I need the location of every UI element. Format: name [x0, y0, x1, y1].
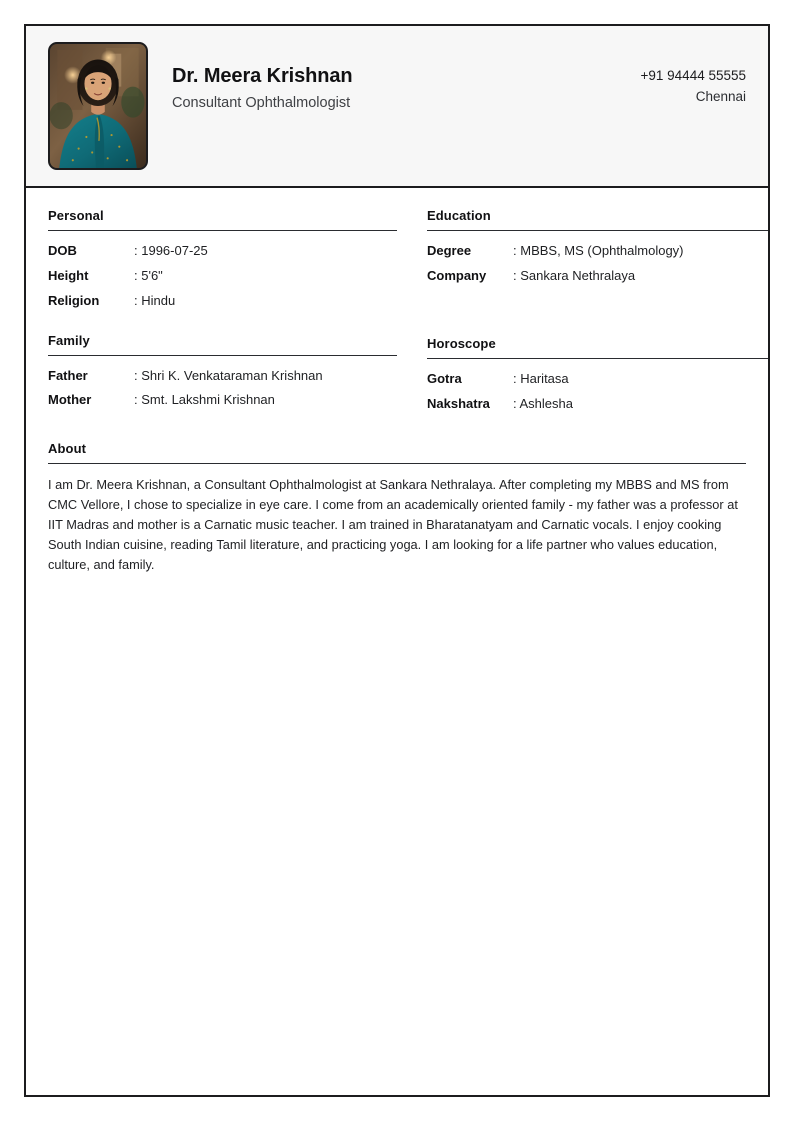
- right-column: [427, 208, 770, 419]
- section-heading-about: About: [48, 441, 87, 457]
- section-heading-education: Education: [427, 208, 491, 223]
- family-rows: [48, 356, 397, 417]
- section-family: [48, 333, 397, 417]
- section-heading-family: Family: [48, 332, 90, 348]
- section-about: [48, 419, 746, 575]
- person-title: Consultant Ophthalmologist: [172, 95, 351, 111]
- horoscope-rows: [427, 359, 770, 420]
- section-education: [427, 208, 770, 292]
- identity-block: [148, 42, 641, 113]
- left-column: [48, 208, 397, 419]
- biodata-card: [24, 24, 770, 1097]
- education-rows: [427, 231, 770, 292]
- contact-block: [641, 42, 746, 108]
- table-row: [427, 242, 770, 267]
- row-label: Degree: [427, 243, 472, 258]
- section-spacer: [427, 292, 770, 336]
- phone-number: +91 94444 55555: [640, 68, 746, 83]
- row-value: : MBBS, MS (Ophthalmology): [513, 242, 770, 261]
- row-value: : Sankara Nethralaya: [513, 267, 770, 286]
- row-value: : 5'6": [134, 267, 397, 286]
- table-row: [427, 267, 770, 292]
- table-row: [427, 370, 770, 395]
- table-row: [48, 367, 397, 392]
- row-value: : Smt. Lakshmi Krishnan: [134, 391, 397, 410]
- table-row: [48, 391, 397, 416]
- row-value: : Shri K. Venkataraman Krishnan: [134, 367, 397, 386]
- row-label: Company: [427, 267, 487, 283]
- row-label: Religion: [48, 292, 100, 308]
- about-text: I am Dr. Meera Krishnan, a Consultant Ophthalmologist at Sankara Nethralaya. After completing my MBBS and MS from CMC Vellore, I chose to specialize in eye care. I come from an academically oriented family - my father was a professor at IIT Madras and mother is a Carnatic music teacher. I am trained in Bharatanatyam and Carnatic vocals. I enjoy cooking South Indian cuisine, reading Tamil literature, and practicing yoga. I am looking for a life partner who values education, culture, and family.: [48, 477, 738, 573]
- city-name: Chennai: [695, 88, 746, 104]
- section-personal: [48, 208, 397, 317]
- table-row: [48, 267, 397, 292]
- profile-photo: [48, 42, 148, 170]
- portrait-image: [50, 44, 146, 168]
- biodata-body: [26, 188, 768, 1095]
- table-row: [48, 292, 397, 317]
- section-heading-personal: Personal: [48, 208, 104, 223]
- row-label: Height: [48, 267, 89, 283]
- row-label: Gotra: [427, 370, 462, 386]
- section-heading-horoscope: Horoscope: [427, 335, 496, 351]
- row-label: Nakshatra: [427, 395, 490, 411]
- row-label: DOB: [48, 243, 77, 258]
- section-spacer: [48, 317, 397, 333]
- profile-header: [26, 26, 768, 188]
- row-value: : 1996-07-25: [134, 242, 397, 261]
- details-columns: [48, 208, 746, 419]
- row-label: Father: [48, 367, 88, 383]
- row-value: : Haritasa: [513, 370, 770, 389]
- row-value: : Ashlesha: [513, 395, 770, 414]
- person-name: Dr. Meera Krishnan: [172, 65, 353, 87]
- personal-rows: [48, 231, 397, 317]
- section-horoscope: [427, 336, 770, 420]
- row-label: Mother: [48, 392, 92, 408]
- table-row: [427, 395, 770, 420]
- row-value: : Hindu: [134, 292, 397, 311]
- table-row: [48, 242, 397, 267]
